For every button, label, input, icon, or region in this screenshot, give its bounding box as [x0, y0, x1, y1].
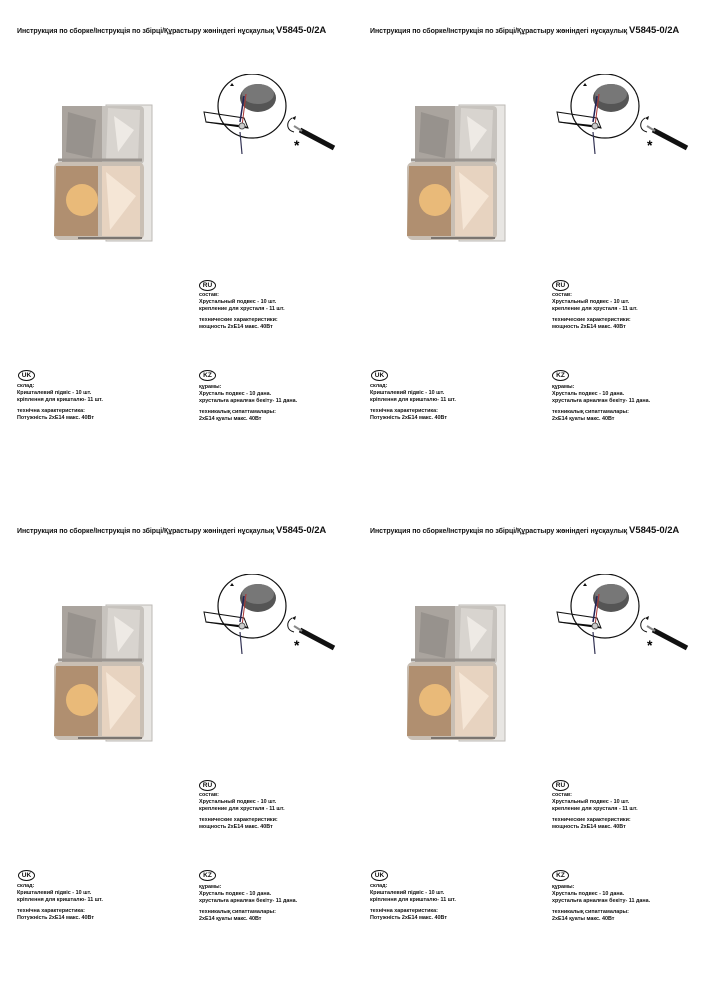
kz-text-block	[552, 384, 650, 423]
mounting-diagram	[196, 74, 346, 164]
instruction-panel-1	[0, 0, 353, 500]
ru-line: состав:	[199, 292, 219, 298]
star-marker: *	[647, 137, 653, 153]
lamp-photo	[401, 600, 511, 750]
mounting-diagram	[196, 574, 346, 664]
uk-line: Кришталевий підвіс - 10 шт.	[370, 389, 445, 396]
uk-line: технічна характеристика:	[370, 408, 438, 415]
kz-line: хрустальға арналған бекіту- 11 дана.	[552, 897, 651, 904]
ru-line: состав:	[552, 292, 572, 298]
uk-line: Потужність 2хЕ14 макс. 40Вт	[17, 415, 94, 422]
ru-text-block	[552, 792, 638, 831]
lamp-photo	[48, 100, 158, 250]
ru-badge: RU	[552, 280, 569, 291]
uk-text-block	[370, 883, 456, 922]
ru-line: мощность 2хЕ14 макс. 40Вт	[552, 824, 626, 831]
ru-line: мощность 2хЕ14 макс. 40Вт	[199, 324, 273, 331]
uk-line: склад:	[370, 383, 388, 389]
kz-line: құрамы:	[552, 384, 575, 390]
uk-line: кріплення для кришталю- 11 шт.	[370, 896, 456, 903]
kz-badge: KZ	[552, 870, 569, 881]
ru-line: Хрустальный подвес - 10 шт.	[552, 798, 630, 805]
title-text: Инструкция по сборке/Інструкція по збірці/Құрастыру жөніндегі нұсқаулық	[370, 28, 628, 35]
ru-line: состав:	[552, 792, 572, 798]
ru-line: крепление для хрусталя - 11 шт.	[552, 805, 638, 812]
model-number: V5845-0/2A	[629, 525, 680, 536]
ru-line: крепление для хрусталя - 11 шт.	[552, 305, 638, 312]
ru-line: крепление для хрусталя - 11 шт.	[199, 805, 285, 812]
uk-line: Кришталевий підвіс - 10 шт.	[370, 889, 445, 896]
uk-line: технічна характеристика:	[370, 908, 438, 915]
uk-text-block	[17, 883, 103, 922]
uk-line: Потужність 2хЕ14 макс. 40Вт	[17, 915, 94, 922]
ru-line: технические характеристики:	[199, 817, 278, 824]
ru-line: мощность 2хЕ14 макс. 40Вт	[552, 324, 626, 331]
ru-badge: RU	[199, 280, 216, 291]
instruction-title	[17, 525, 326, 536]
kz-badge: KZ	[199, 870, 216, 881]
model-number: V5845-0/2A	[276, 525, 327, 536]
ru-text-block	[199, 292, 285, 331]
uk-badge: UK	[18, 370, 35, 381]
kz-line: техникалық сипаттамалары:	[199, 409, 276, 416]
star-marker: *	[647, 637, 653, 653]
kz-text-block	[199, 384, 297, 423]
uk-line: кріплення для кришталю- 11 шт.	[370, 396, 456, 403]
uk-line: кріплення для кришталю- 11 шт.	[17, 396, 103, 403]
uk-line: склад:	[17, 383, 35, 389]
kz-line: Хрусталь подвес - 10 дана.	[552, 390, 625, 397]
title-text: Инструкция по сборке/Інструкція по збірці/Құрастыру жөніндегі нұсқаулық	[17, 528, 275, 535]
kz-line: 2хЕ14 қуаты макс. 40Вт	[552, 916, 615, 923]
model-number: V5845-0/2A	[629, 25, 680, 36]
ru-line: Хрустальный подвес - 10 шт.	[199, 798, 277, 805]
uk-line: Кришталевий підвіс - 10 шт.	[17, 889, 92, 896]
lamp-photo	[401, 100, 511, 250]
uk-line: технічна характеристика:	[17, 908, 85, 915]
uk-line: склад:	[370, 883, 388, 889]
title-text: Инструкция по сборке/Інструкція по збірці/Құрастыру жөніндегі нұсқаулық	[370, 528, 628, 535]
kz-line: құрамы:	[552, 884, 575, 890]
kz-line: хрустальға арналған бекіту- 11 дана.	[552, 397, 651, 404]
title-text: Инструкция по сборке/Інструкція по збірці/Құрастыру жөніндегі нұсқаулық	[17, 28, 275, 35]
ru-line: состав:	[199, 792, 219, 798]
ru-text-block	[199, 792, 285, 831]
ru-line: крепление для хрусталя - 11 шт.	[199, 305, 285, 312]
ru-line: Хрустальный подвес - 10 шт.	[552, 298, 630, 305]
uk-line: Потужність 2хЕ14 макс. 40Вт	[370, 915, 447, 922]
ru-line: технические характеристики:	[552, 817, 631, 824]
lamp-photo	[48, 600, 158, 750]
kz-line: құрамы:	[199, 384, 222, 390]
mounting-diagram	[549, 74, 699, 164]
uk-line: технічна характеристика:	[17, 408, 85, 415]
kz-line: 2хЕ14 қуаты макс. 40Вт	[199, 416, 262, 423]
model-number: V5845-0/2A	[276, 25, 327, 36]
kz-line: хрустальға арналған бекіту- 11 дана.	[199, 897, 298, 904]
kz-line: хрустальға арналған бекіту- 11 дана.	[199, 397, 298, 404]
instruction-title	[370, 525, 679, 536]
mounting-diagram	[549, 574, 699, 664]
ru-line: технические характеристики:	[552, 317, 631, 324]
kz-line: Хрусталь подвес - 10 дана.	[199, 390, 272, 397]
star-marker: *	[294, 137, 300, 153]
instruction-title	[17, 25, 326, 36]
ru-badge: RU	[552, 780, 569, 791]
instruction-panel-2	[353, 0, 706, 500]
uk-line: Кришталевий підвіс - 10 шт.	[17, 389, 92, 396]
star-marker: *	[294, 637, 300, 653]
instruction-title	[370, 25, 679, 36]
kz-line: 2хЕ14 қуаты макс. 40Вт	[552, 416, 615, 423]
kz-text-block	[199, 884, 297, 923]
kz-line: Хрусталь подвес - 10 дана.	[199, 890, 272, 897]
kz-line: құрамы:	[199, 884, 222, 890]
kz-line: Хрусталь подвес - 10 дана.	[552, 890, 625, 897]
uk-badge: UK	[18, 870, 35, 881]
uk-badge: UK	[371, 370, 388, 381]
ru-text-block	[552, 292, 638, 331]
ru-badge: RU	[199, 780, 216, 791]
kz-line: техникалық сипаттамалары:	[199, 909, 276, 916]
kz-badge: KZ	[552, 370, 569, 381]
ru-line: Хрустальный подвес - 10 шт.	[199, 298, 277, 305]
uk-line: кріплення для кришталю- 11 шт.	[17, 896, 103, 903]
uk-text-block	[17, 383, 103, 422]
uk-text-block	[370, 383, 456, 422]
kz-line: техникалық сипаттамалары:	[552, 909, 629, 916]
instruction-panel-4	[353, 500, 706, 1000]
kz-line: 2хЕ14 қуаты макс. 40Вт	[199, 916, 262, 923]
kz-line: техникалық сипаттамалары:	[552, 409, 629, 416]
uk-badge: UK	[371, 870, 388, 881]
kz-text-block	[552, 884, 650, 923]
ru-line: технические характеристики:	[199, 317, 278, 324]
uk-line: склад:	[17, 883, 35, 889]
uk-line: Потужність 2хЕ14 макс. 40Вт	[370, 415, 447, 422]
ru-line: мощность 2хЕ14 макс. 40Вт	[199, 824, 273, 831]
kz-badge: KZ	[199, 370, 216, 381]
instruction-panel-3	[0, 500, 353, 1000]
